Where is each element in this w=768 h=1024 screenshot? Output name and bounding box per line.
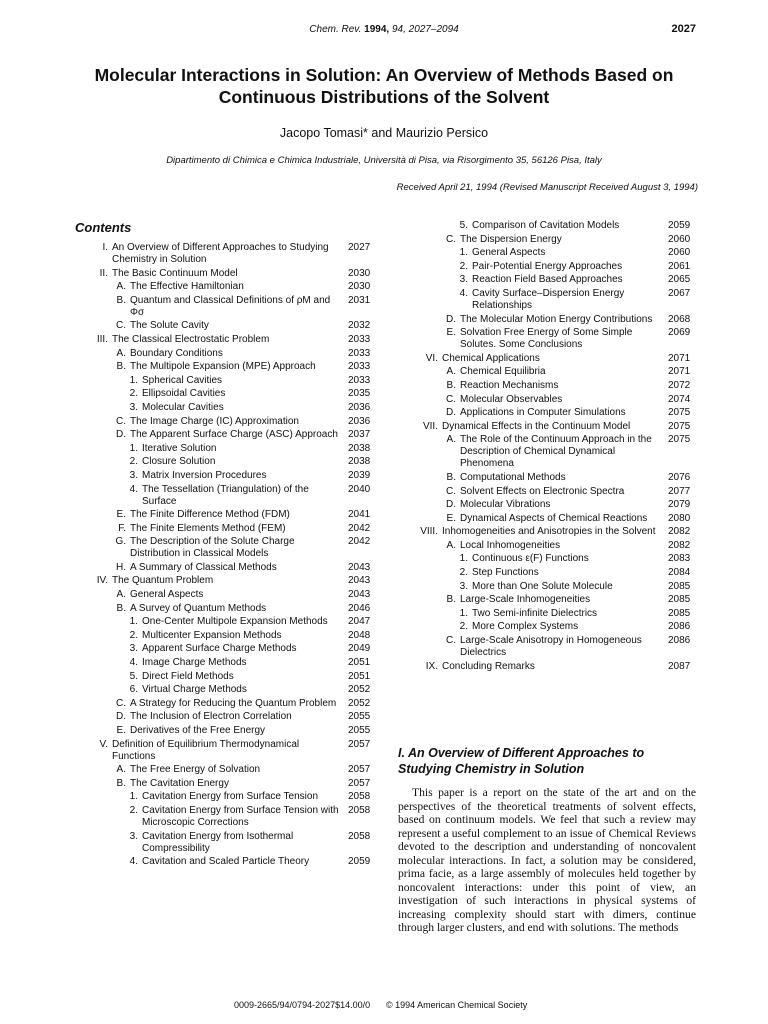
toc-entry [410, 499, 696, 511]
toc-entry [410, 421, 696, 433]
toc-entry-label: Computational Methods [460, 471, 566, 483]
toc-entry-page: 2077 [668, 485, 691, 497]
toc-entry-label: The Finite Difference Method (FDM) [130, 509, 290, 521]
toc-entry-label: Boundary Conditions [130, 347, 223, 359]
toc-entry-page: 2052 [348, 697, 371, 709]
toc-entry-number: G. [115, 536, 126, 548]
body-paragraph: This paper is a report on the state of the art and on the perspectives of the theoretical treatments of solvent effects, based on continuum models. We feel that such a review may represent a useful complement to an issue of Chemical Reviews devoted to the description and understanding of noncovalent molecular interactions. In fact, a solution may be considered, prima facie, as a large assembly of molecules held together by noncovalent interactions: under this point of view, an investigation of such interactions in physical systems of increasing complexity should start with dimers, continue through larger clusters, and end with solutions. The methods [398, 786, 696, 934]
journal-volume: 94, [391, 24, 406, 35]
toc-entry-label: An Overview of Different Approaches to Studying Chemistry in Solution [112, 242, 329, 265]
toc-entry-number: 3. [129, 469, 138, 481]
toc-entry [80, 791, 376, 803]
toc-entry-label: Continuous ε(F) Functions [472, 553, 589, 565]
toc-entry-page: 2055 [348, 711, 371, 723]
toc-entry-label: Cavity Surface–Dispersion Energy Relationships [472, 287, 625, 311]
toc-entry [80, 711, 376, 723]
toc-entry-number: 3. [129, 401, 138, 413]
toc-entry-number: C. [116, 415, 126, 427]
toc-entry-number: D. [116, 429, 126, 441]
toc-entry-page: 2027 [348, 242, 371, 253]
toc-entry-page: 2076 [668, 471, 691, 483]
toc-entry [80, 778, 376, 790]
toc-entry-label: Apparent Surface Charge Methods [142, 643, 297, 655]
toc-entry-page: 2057 [348, 764, 371, 776]
toc-entry-label: Closure Solution [142, 456, 216, 468]
toc-entry [410, 472, 696, 484]
toc-entry-number: C. [116, 320, 126, 332]
toc-entry-number: 2. [129, 629, 138, 641]
toc-entry-number: B. [116, 294, 126, 306]
toc-entry-label: Iterative Solution [142, 442, 217, 454]
toc-entry-label: General Aspects [130, 589, 204, 601]
toc-entry [410, 635, 696, 659]
toc-entry-label: Dynamical Effects in the Continuum Model [442, 420, 631, 432]
toc-entry-page: 2083 [668, 553, 691, 565]
toc-entry-number: 1. [459, 607, 468, 619]
toc-entry [410, 327, 696, 351]
toc-entry [80, 739, 376, 763]
toc-entry [80, 416, 376, 428]
toc-entry [80, 764, 376, 776]
toc-entry [80, 643, 376, 655]
toc-entry-label: Direct Field Methods [142, 670, 234, 682]
section-heading: I. An Overview of Different Approaches to Studying Chemistry in Solution [398, 746, 645, 776]
toc-entry-page: 2035 [348, 388, 371, 400]
toc-entry-page: 2038 [348, 456, 371, 468]
toc-entry-page: 2047 [348, 616, 371, 628]
toc-entry-number: VII. [422, 420, 438, 432]
toc-entry [410, 661, 696, 673]
toc-entry-number: B. [116, 361, 126, 373]
toc-entry-label: Definition of Equilibrium Thermodynamical Functions [112, 738, 300, 762]
toc-entry-label: Multicenter Expansion Methods [142, 629, 282, 641]
toc-entry [80, 562, 376, 574]
toc-entry-page: 2037 [348, 429, 371, 441]
toc-entry-page: 2082 [668, 539, 691, 551]
toc-entry [410, 288, 696, 312]
toc-entry-number: 4. [459, 287, 468, 299]
toc-entry-label: General Aspects [472, 247, 546, 259]
toc-entry-number: VI. [425, 352, 438, 364]
toc-entry-page: 2084 [668, 567, 691, 579]
toc-entry-number: 5. [459, 220, 468, 231]
toc-entry-label: The Free Energy of Solvation [130, 764, 261, 776]
toc-entry [410, 540, 696, 552]
toc-entry [80, 443, 376, 455]
toc-entry-page: 2041 [348, 509, 371, 521]
toc-entry [80, 388, 376, 400]
toc-entry [80, 484, 376, 508]
toc-entry-number: I. [102, 242, 108, 253]
toc-entry-number: A. [116, 764, 126, 776]
toc-entry [80, 536, 376, 560]
toc-entry-number: 4. [129, 483, 138, 495]
toc-entry-label: Cavitation Energy from Surface Tension [142, 791, 319, 803]
toc-entry-label: Chemical Applications [442, 352, 540, 364]
toc-entry [80, 456, 376, 468]
toc-entry [80, 402, 376, 414]
toc-entry-number: II. [99, 267, 108, 279]
toc-entry-label: One-Center Multipole Expansion Methods [142, 616, 328, 628]
toc-entry-page: 2060 [668, 247, 691, 259]
toc-entry-page: 2058 [348, 791, 371, 803]
toc-entry-number: E. [116, 725, 126, 736]
toc-entry-page: 2058 [348, 830, 371, 842]
toc-entry-label: Image Charge Methods [142, 657, 247, 669]
toc-entry-label: Dynamical Aspects of Chemical Reactions [460, 512, 648, 524]
toc-entry-page: 2058 [348, 804, 371, 816]
toc-entry-number: 2. [129, 804, 138, 816]
toc-entry [80, 805, 376, 829]
toc-entry [410, 434, 696, 470]
toc-entry [80, 523, 376, 535]
toc-entry-page: 2067 [668, 287, 691, 299]
journal-year: 1994, [364, 24, 390, 35]
toc-entry-label: The Multipole Expansion (MPE) Approach [130, 361, 316, 373]
toc-entry [80, 242, 376, 266]
toc-entry-label: Molecular Observables [460, 393, 563, 405]
toc-entry [80, 589, 376, 601]
toc-entry-label: Quantum and Classical Definitions of ρM and Φσ [130, 294, 331, 318]
toc-entry [410, 353, 696, 365]
toc-entry-label: Concluding Remarks [442, 660, 535, 672]
toc-entry-number: 1. [459, 247, 468, 259]
toc-entry-number: A. [116, 589, 126, 601]
toc-entry-number: D. [116, 711, 126, 723]
toc-entry-number: 2. [459, 567, 468, 579]
toc-entry [80, 348, 376, 360]
toc-entry [410, 407, 696, 419]
toc-entry-page: 2082 [668, 526, 691, 538]
toc-entry-label: Applications in Computer Simulations [460, 407, 626, 419]
toc-entry-page: 2038 [348, 442, 371, 454]
toc-entry-number: 4. [129, 856, 138, 868]
toc-entry-page: 2032 [348, 320, 371, 332]
toc-entry-number: C. [446, 393, 456, 405]
toc-entry [80, 671, 376, 683]
toc-entry [410, 526, 696, 538]
toc-entry-label: Two Semi-infinite Dielectrics [472, 607, 598, 619]
toc-entry-number: 5. [129, 670, 138, 682]
toc-entry-number: 3. [129, 643, 138, 655]
toc-entry-number: D. [446, 407, 456, 419]
toc-entry-number: C. [446, 635, 456, 647]
toc-entry-page: 2046 [348, 602, 371, 614]
toc-entry-page: 2049 [348, 643, 371, 655]
toc-entry-page: 2043 [348, 575, 371, 587]
toc-entry-number: B. [116, 777, 126, 789]
toc-entry-page: 2033 [348, 361, 371, 373]
toc-entry-page: 2071 [668, 352, 691, 364]
toc-entry-number: IX. [425, 660, 438, 672]
toc-entry-page: 2065 [668, 274, 691, 286]
toc-entry [410, 247, 696, 259]
toc-entry-number: A. [446, 366, 456, 378]
toc-entry-label: Matrix Inversion Procedures [142, 469, 267, 481]
toc-entry-number: E. [116, 509, 126, 521]
toc-entry-label: The Description of the Solute Charge Distribution in Classical Models [130, 536, 295, 560]
toc-entry-page: 2043 [348, 561, 371, 573]
toc-entry [80, 684, 376, 696]
toc-entry-page: 2030 [348, 281, 371, 293]
toc-entry-number: 3. [459, 274, 468, 286]
toc-entry-page: 2042 [348, 522, 371, 534]
toc-entry-page: 2085 [668, 594, 691, 606]
toc-entry-label: Reaction Mechanisms [460, 379, 559, 391]
toc-entry-page: 2080 [668, 512, 691, 524]
toc-entry [80, 725, 376, 737]
toc-entry-label: Reaction Field Based Approaches [472, 274, 623, 286]
toc-entry-label: A Strategy for Reducing the Quantum Problem [130, 697, 337, 709]
toc-entry [410, 261, 696, 273]
toc-entry-number: B. [116, 602, 126, 614]
toc-entry-page: 2030 [348, 267, 371, 279]
toc-entry-number: 2. [129, 456, 138, 468]
toc-entry [410, 220, 696, 232]
footer-code: 0009-2665/94/0794-2027$14.00/0 [234, 1000, 371, 1010]
toc-entry-page: 2075 [668, 434, 691, 446]
toc-entry-number: D. [446, 313, 456, 325]
toc-entry-label: Cavitation Energy from Surface Tension with Microscopic Corrections [142, 804, 339, 828]
toc-entry-page: 2040 [348, 483, 371, 495]
toc-entry-number: A. [446, 434, 456, 446]
toc-entry [80, 856, 376, 868]
toc-entry-page: 2069 [668, 327, 691, 339]
toc-entry-page: 2086 [668, 635, 691, 647]
toc-entry-label: The Finite Elements Method (FEM) [130, 522, 286, 534]
toc-entry-page: 2074 [668, 393, 691, 405]
toc-entry-page: 2060 [668, 233, 691, 245]
toc-entry-number: 2. [129, 388, 138, 400]
toc-entry-label: Derivatives of the Free Energy [130, 725, 266, 736]
toc-entry-label: A Survey of Quantum Methods [130, 602, 267, 614]
toc-entry-number: C. [446, 485, 456, 497]
toc-entry-label: More Complex Systems [472, 621, 579, 633]
toc-entry-page: 2068 [668, 313, 691, 325]
toc-entry-number: V. [99, 738, 108, 750]
toc-entry-page: 2087 [668, 660, 691, 672]
toc-entry [410, 380, 696, 392]
toc-right-column [410, 220, 696, 674]
toc-entry-page: 2033 [348, 333, 371, 345]
toc-entry [410, 274, 696, 286]
toc-entry-number: A. [116, 347, 126, 359]
toc-entry-number: 6. [129, 684, 138, 696]
toc-entry-label: Pair-Potential Energy Approaches [472, 260, 623, 272]
toc-entry [410, 314, 696, 326]
toc-entry [410, 366, 696, 378]
toc-entry-number: IV. [96, 575, 108, 587]
toc-entry-label: Molecular Cavities [142, 401, 224, 413]
toc-entry [80, 429, 376, 441]
toc-entry-label: Large-Scale Inhomogeneities [460, 594, 591, 606]
toc-entry-number: 1. [129, 374, 138, 386]
toc-entry-page: 2061 [668, 260, 691, 272]
toc-entry-page: 2033 [348, 374, 371, 386]
toc-entry [410, 567, 696, 579]
toc-entry [80, 630, 376, 642]
contents-heading: Contents [75, 220, 132, 235]
toc-entry-number: 4. [129, 657, 138, 669]
toc-entry-page: 2052 [348, 684, 371, 696]
toc-entry [80, 295, 376, 319]
toc-entry [80, 281, 376, 293]
toc-entry-number: D. [446, 499, 456, 511]
toc-entry-label: The Classical Electrostatic Problem [112, 333, 270, 345]
toc-entry [80, 268, 376, 280]
toc-entry-label: The Quantum Problem [112, 575, 214, 587]
toc-entry-page: 2057 [348, 738, 371, 750]
toc-entry [80, 616, 376, 628]
toc-entry-number: A. [116, 281, 126, 293]
toc-entry-label: Solvation Free Energy of Some Simple Solutes. Some Conclusions [460, 327, 633, 351]
toc-entry [80, 657, 376, 669]
toc-entry-page: 2075 [668, 420, 691, 432]
toc-entry-page: 2075 [668, 407, 691, 419]
toc-entry-page: 2042 [348, 536, 371, 548]
toc-entry-label: Local Inhomogeneities [460, 539, 561, 551]
toc-entry-page: 2071 [668, 366, 691, 378]
toc-entry-number: 1. [459, 553, 468, 565]
toc-entry-number: H. [116, 561, 126, 573]
toc-entry-number: 3. [459, 580, 468, 592]
toc-entry-number: III. [96, 333, 108, 345]
toc-entry-label: More than One Solute Molecule [472, 580, 613, 592]
journal-name: Chem. Rev. [309, 24, 362, 35]
toc-left-column [80, 242, 376, 870]
toc-entry-number: E. [446, 512, 456, 524]
toc-entry-label: The Tessellation (Triangulation) of the Surface [142, 483, 309, 507]
toc-entry-page: 2059 [668, 220, 691, 231]
toc-entry-page: 2033 [348, 347, 371, 359]
toc-entry [410, 513, 696, 525]
toc-entry-number: 2. [459, 260, 468, 272]
toc-entry [410, 553, 696, 565]
toc-entry-number: 3. [129, 830, 138, 842]
toc-entry-page: 2055 [348, 725, 371, 736]
toc-entry-label: The Molecular Motion Energy Contributions [460, 313, 653, 325]
toc-entry-number: 2. [459, 621, 468, 633]
toc-entry [80, 509, 376, 521]
toc-entry [410, 594, 696, 606]
toc-entry [80, 603, 376, 615]
toc-entry-page: 2085 [668, 607, 691, 619]
toc-entry-page: 2043 [348, 589, 371, 601]
toc-entry-label: Cavitation Energy from Isothermal Compressibility [142, 830, 294, 854]
toc-entry-page: 2086 [668, 621, 691, 633]
toc-entry-number: 1. [129, 616, 138, 628]
toc-entry-number: A. [446, 539, 456, 551]
toc-entry [80, 361, 376, 373]
toc-entry [80, 575, 376, 587]
journal-pages: 2027–2094 [408, 24, 459, 35]
toc-entry-label: The Dispersion Energy [460, 233, 562, 245]
toc-entry [80, 470, 376, 482]
toc-entry [80, 334, 376, 346]
toc-entry-page: 2085 [668, 580, 691, 592]
toc-entry-page: 2048 [348, 629, 371, 641]
toc-entry-label: Large-Scale Anisotropy in Homogeneous Dielectrics [460, 635, 642, 659]
toc-entry [410, 581, 696, 593]
toc-entry-label: Comparison of Cavitation Models [472, 220, 620, 231]
toc-entry-page: 2039 [348, 469, 371, 481]
toc-entry [410, 394, 696, 406]
toc-entry [80, 375, 376, 387]
toc-entry-label: Chemical Equilibria [460, 366, 546, 378]
toc-entry [80, 320, 376, 332]
toc-entry-label: The Inclusion of Electron Correlation [130, 711, 292, 723]
toc-entry-number: E. [446, 327, 456, 339]
toc-entry-number: C. [116, 697, 126, 709]
toc-entry-label: The Effective Hamiltonian [130, 281, 244, 293]
toc-entry-label: The Cavitation Energy [130, 777, 229, 789]
footer-copyright: © 1994 American Chemical Society [386, 1000, 528, 1010]
toc-entry-label: The Solute Cavity [130, 320, 209, 332]
toc-entry [410, 234, 696, 246]
toc-entry [410, 486, 696, 498]
toc-entry-page: 2051 [348, 670, 371, 682]
toc-entry-number: 1. [129, 442, 138, 454]
toc-entry-label: Cavitation and Scaled Particle Theory [142, 856, 310, 868]
toc-entry [410, 621, 696, 633]
toc-entry-number: B. [446, 379, 456, 391]
toc-entry-number: B. [446, 471, 456, 483]
toc-entry-number: F. [118, 522, 126, 534]
toc-entry-label: A Summary of Classical Methods [130, 561, 277, 573]
received-dates: Received April 21, 1994 (Revised Manuscript Received August 3, 1994) [396, 182, 698, 193]
toc-entry-page: 2079 [668, 499, 691, 511]
toc-entry-number: 1. [129, 791, 138, 803]
toc-entry-page: 2051 [348, 657, 371, 669]
toc-entry [80, 831, 376, 855]
body-column [398, 786, 696, 935]
toc-entry-label: Solvent Effects on Electronic Spectra [460, 485, 625, 497]
page-number: 2027 [671, 23, 696, 35]
toc-entry-label: Ellipsoidal Cavities [142, 388, 226, 400]
toc-entry [80, 698, 376, 710]
toc-entry-page: 2031 [348, 294, 371, 306]
toc-entry-label: The Image Charge (IC) Approximation [130, 415, 299, 427]
toc-entry-label: Step Functions [472, 567, 539, 579]
toc-entry-page: 2072 [668, 379, 691, 391]
article-authors: Jacopo Tomasi* and Maurizio Persico [279, 126, 489, 140]
toc-entry-label: Molecular Vibrations [460, 499, 551, 511]
toc-entry-label: Spherical Cavities [142, 374, 223, 386]
article-affiliation: Dipartimento di Chimica e Chimica Industriale, Università di Pisa, via Risorgimento 35, 56126 Pisa, Italy [166, 155, 602, 166]
toc-entry-number: C. [446, 233, 456, 245]
toc-entry-label: Virtual Charge Methods [142, 684, 247, 696]
toc-entry-label: The Basic Continuum Model [112, 267, 238, 279]
toc-entry [410, 608, 696, 620]
toc-entry-label: Inhomogeneities and Anisotropies in the Solvent [442, 526, 656, 538]
toc-entry-number: VIII. [420, 526, 438, 538]
toc-entry-page: 2036 [348, 401, 371, 413]
toc-entry-label: The Apparent Surface Charge (ASC) Approach [130, 429, 338, 441]
article-title: Molecular Interactions in Solution: An Overview of Methods Based on Continuous Distributions of the Solvent [94, 65, 674, 107]
toc-entry-label: The Role of the Continuum Approach in the Description of Chemical Dynamical Phenomena [460, 434, 652, 470]
toc-entry-page: 2036 [348, 415, 371, 427]
toc-entry-page: 2057 [348, 777, 371, 789]
running-header [0, 24, 768, 35]
toc-entry-page: 2059 [348, 856, 371, 868]
toc-entry-number: B. [446, 594, 456, 606]
